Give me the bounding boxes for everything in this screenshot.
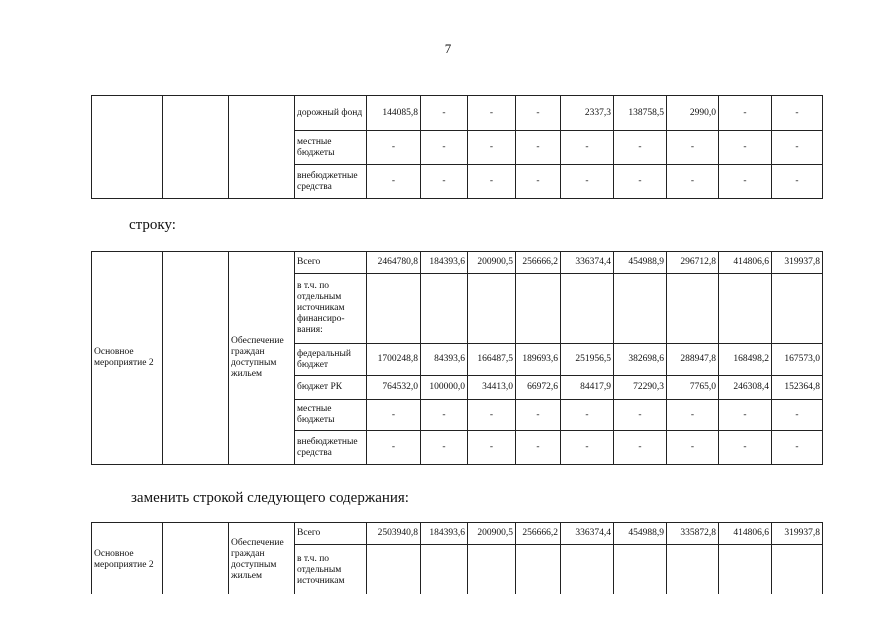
measure-name-cell: Основное мероприятие 2: [92, 523, 163, 597]
replace-line: заменить строкой следующего содержания:: [131, 490, 409, 506]
col-name-empty: [229, 96, 295, 199]
row-label: местные бюджеты: [295, 131, 367, 165]
value-cell: -: [468, 131, 516, 165]
row-label: в т.ч. по отдельным источникам финансиро-вания:: [295, 274, 367, 344]
value-cell: -: [772, 165, 823, 199]
value-cell: 251956,5: [561, 344, 614, 376]
value-cell: -: [468, 96, 516, 131]
value-cell: 138758,5: [614, 96, 667, 131]
value-cell: -: [367, 131, 421, 165]
value-cell: -: [421, 165, 468, 199]
value-cell: -: [421, 131, 468, 165]
value-cell: [667, 274, 719, 344]
value-cell: -: [516, 131, 561, 165]
value-cell: -: [516, 400, 561, 431]
value-cell: -: [516, 165, 561, 199]
value-cell: [421, 545, 468, 597]
value-cell: -: [367, 400, 421, 431]
value-cell: -: [561, 431, 614, 465]
value-cell: [367, 545, 421, 597]
value-cell: -: [367, 431, 421, 465]
value-cell: 764532,0: [367, 376, 421, 400]
value-cell: -: [468, 400, 516, 431]
page-bottom-margin: [0, 594, 896, 640]
value-cell: 335872,8: [667, 523, 719, 545]
row-label: федеральный бюджет: [295, 344, 367, 376]
value-cell: [468, 274, 516, 344]
value-cell: [421, 274, 468, 344]
value-cell: 336374,4: [561, 252, 614, 274]
value-cell: [667, 545, 719, 597]
value-cell: 72290,3: [614, 376, 667, 400]
value-cell: 2464780,8: [367, 252, 421, 274]
value-cell: -: [561, 165, 614, 199]
value-cell: 66972,6: [516, 376, 561, 400]
budget-table-fragment: [91, 95, 823, 199]
row-label: дорожный фонд: [295, 96, 367, 131]
measure-goal-cell: Обеспечение граждан доступным жильем: [229, 252, 295, 465]
value-cell: -: [772, 96, 823, 131]
value-cell: -: [421, 96, 468, 131]
value-cell: 100000,0: [421, 376, 468, 400]
value-cell: [561, 545, 614, 597]
value-cell: [516, 545, 561, 597]
value-cell: -: [561, 400, 614, 431]
value-cell: -: [667, 165, 719, 199]
value-cell: 184393,6: [421, 252, 468, 274]
value-cell: 2337,3: [561, 96, 614, 131]
value-cell: 414806,6: [719, 252, 772, 274]
value-cell: [719, 274, 772, 344]
value-cell: 34413,0: [468, 376, 516, 400]
value-cell: 2990,0: [667, 96, 719, 131]
value-cell: [367, 274, 421, 344]
value-cell: [614, 545, 667, 597]
value-cell: -: [772, 131, 823, 165]
value-cell: 200900,5: [468, 523, 516, 545]
value-cell: [772, 545, 823, 597]
value-cell: -: [614, 431, 667, 465]
table-row: [92, 96, 823, 131]
value-cell: -: [367, 165, 421, 199]
value-cell: 382698,6: [614, 344, 667, 376]
value-cell: -: [772, 431, 823, 465]
budget-table-old: [91, 251, 823, 465]
col-period-empty: [163, 96, 229, 199]
value-cell: -: [468, 165, 516, 199]
row-label: внебюджетные средства: [295, 431, 367, 465]
value-cell: -: [561, 131, 614, 165]
value-cell: 168498,2: [719, 344, 772, 376]
value-cell: 2503940,8: [367, 523, 421, 545]
value-cell: 84393,6: [421, 344, 468, 376]
value-cell: 1700248,8: [367, 344, 421, 376]
value-cell: 414806,6: [719, 523, 772, 545]
value-cell: 189693,6: [516, 344, 561, 376]
value-cell: 319937,8: [772, 523, 823, 545]
value-cell: -: [614, 400, 667, 431]
row-label: Всего: [295, 252, 367, 274]
value-cell: -: [667, 131, 719, 165]
value-cell: -: [772, 400, 823, 431]
table-row: [92, 252, 823, 274]
value-cell: -: [516, 96, 561, 131]
value-cell: 167573,0: [772, 344, 823, 376]
value-cell: -: [719, 131, 772, 165]
value-cell: 454988,9: [614, 252, 667, 274]
section-line-stroku: строку:: [129, 217, 176, 233]
row-label: бюджет РК: [295, 376, 367, 400]
measure-goal-cell: Обеспечение граждан доступным жильем: [229, 523, 295, 597]
row-label: в т.ч. по отдельным источникам: [295, 545, 367, 597]
value-cell: -: [614, 131, 667, 165]
row-label: местные бюджеты: [295, 400, 367, 431]
value-cell: -: [667, 400, 719, 431]
row-label: Всего: [295, 523, 367, 545]
value-cell: 336374,4: [561, 523, 614, 545]
value-cell: [561, 274, 614, 344]
budget-table-new: [91, 522, 823, 597]
value-cell: 152364,8: [772, 376, 823, 400]
value-cell: 319937,8: [772, 252, 823, 274]
measure-name-cell: Основное мероприятие 2: [92, 252, 163, 465]
table-row: [92, 523, 823, 545]
value-cell: -: [719, 165, 772, 199]
value-cell: -: [719, 431, 772, 465]
col-period-empty: [163, 252, 229, 465]
value-cell: 256666,2: [516, 252, 561, 274]
value-cell: -: [614, 165, 667, 199]
value-cell: 246308,4: [719, 376, 772, 400]
page-number: 7: [444, 41, 452, 56]
value-cell: 296712,8: [667, 252, 719, 274]
value-cell: [468, 545, 516, 597]
value-cell: 454988,9: [614, 523, 667, 545]
value-cell: -: [719, 400, 772, 431]
value-cell: -: [667, 431, 719, 465]
value-cell: 184393,6: [421, 523, 468, 545]
value-cell: 84417,9: [561, 376, 614, 400]
value-cell: -: [719, 96, 772, 131]
row-label: внебюджетные средства: [295, 165, 367, 199]
value-cell: -: [421, 400, 468, 431]
value-cell: 166487,5: [468, 344, 516, 376]
value-cell: [719, 545, 772, 597]
value-cell: -: [421, 431, 468, 465]
value-cell: 200900,5: [468, 252, 516, 274]
value-cell: 7765,0: [667, 376, 719, 400]
value-cell: [614, 274, 667, 344]
col-measure-empty: [92, 96, 163, 199]
value-cell: -: [468, 431, 516, 465]
value-cell: 288947,8: [667, 344, 719, 376]
value-cell: 256666,2: [516, 523, 561, 545]
value-cell: [516, 274, 561, 344]
col-period-empty: [163, 523, 229, 597]
value-cell: -: [516, 431, 561, 465]
value-cell: 144085,8: [367, 96, 421, 131]
value-cell: [772, 274, 823, 344]
